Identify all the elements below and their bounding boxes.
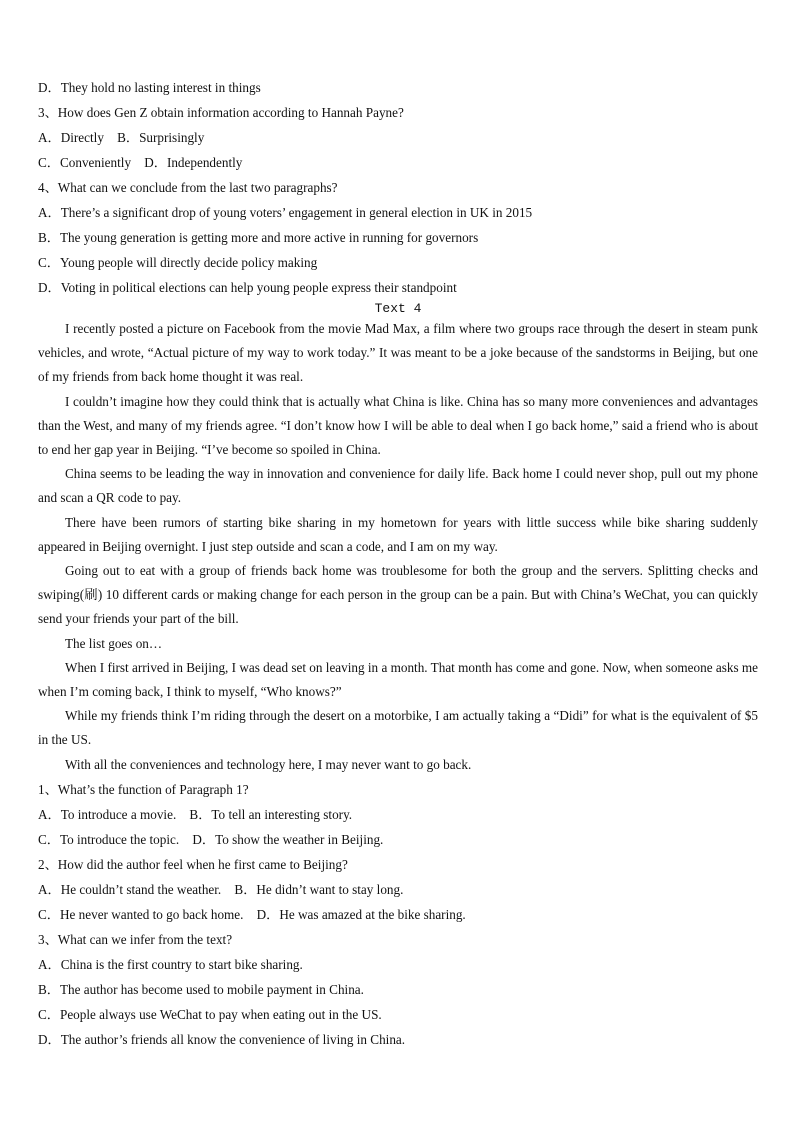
option-line: C．He never wanted to go back home. D．He was amazed at the bike sharing. — [38, 906, 466, 922]
option-line: C．To introduce the topic. D．To show the weather in Beijing. — [38, 831, 384, 847]
passage-title: Text 4 — [374, 301, 422, 316]
exam-page — [38, 75, 758, 1052]
question-line: 2、How did the author feel when he first came to Beijing? — [38, 856, 348, 872]
passage-paragraph: There have been rumors of starting bike sharing in my hometown for years with little success while bike sharing suddenly appeared in Beijing overnight. I just step outside and scan a code, and I am on my way. — [38, 514, 758, 554]
option-line: C．People always use WeChat to pay when eating out in the US. — [38, 1006, 382, 1022]
option-line: C．Young people will directly decide policy making — [38, 255, 318, 270]
option-line: A．There’s a significant drop of young voters’ engagement in general election in UK in 2015 — [38, 205, 533, 220]
option-line: D．Voting in political elections can help young people express their standpoint — [38, 280, 457, 295]
question-line: 3、How does Gen Z obtain information according to Hannah Payne? — [38, 105, 404, 120]
passage-paragraph: While my friends think I’m riding through the desert on a motorbike, I am actually taking a “Didi” for what is the equivalent of $5 in the US. — [38, 708, 758, 748]
option-line: A．China is the first country to start bike sharing. — [38, 956, 303, 972]
passage-paragraph: Going out to eat with a group of friends back home was troublesome for both the group and the servers. Splitting checks and swiping(刷) 10 different cards or making change for each person in the group can be a pain. But with China’s WeChat, you can quickly send your friends your part of the bill. — [38, 563, 758, 627]
option-line: D．They hold no lasting interest in things — [38, 80, 261, 95]
passage-body — [38, 317, 758, 777]
previous-questions — [38, 75, 758, 300]
option-line: D．The author’s friends all know the convenience of living in China. — [38, 1031, 406, 1047]
option-line: C．Conveniently D．Independently — [38, 155, 243, 170]
option-line: A．Directly B．Surprisingly — [38, 130, 205, 145]
question-line: 3、What can we infer from the text? — [38, 931, 233, 947]
passage-paragraph: China seems to be leading the way in innovation and convenience for daily life. Back home I could never shop, pull out my phone and scan a QR code to pay. — [38, 466, 758, 506]
passage-paragraph: I recently posted a picture on Facebook from the movie Mad Max, a film where two groups race through the desert in steam punk vehicles, and wrote, “Actual picture of my way to work today.” It was meant to be a joke because of the sandstorms in Beijing, but one of my friends from back home thought it was real. — [38, 321, 758, 385]
passage-paragraph: When I first arrived in Beijing, I was dead set on leaving in a month. That month has come and gone. Now, when someone asks me when I’m coming back, I think to myself, “Who knows?” — [38, 659, 758, 700]
passage-paragraph: With all the conveniences and technology here, I may never want to go back. — [65, 756, 472, 772]
option-line: A．To introduce a movie. B．To tell an interesting story. — [38, 806, 353, 822]
question-line: 1、What’s the function of Paragraph 1? — [38, 781, 249, 797]
question-line: 4、What can we conclude from the last two paragraphs? — [38, 180, 338, 195]
passage-paragraph: I couldn’t imagine how they could think that is actually what China is like. China has so many more conveniences and advantages than the West, and many of my friends agree. “I don’t know how I will be able to deal when I go back home,” said a friend who is about to end her gap year in Beijing. “I’ve become so spoiled in China. — [38, 393, 758, 458]
passage-paragraph: The list goes on… — [65, 635, 163, 651]
passage-questions — [38, 777, 758, 1052]
option-line: A．He couldn’t stand the weather. B．He didn’t want to stay long. — [38, 881, 404, 897]
option-line: B．The young generation is getting more and more active in running for governors — [38, 230, 479, 245]
option-line: B．The author has become used to mobile payment in China. — [38, 981, 364, 997]
